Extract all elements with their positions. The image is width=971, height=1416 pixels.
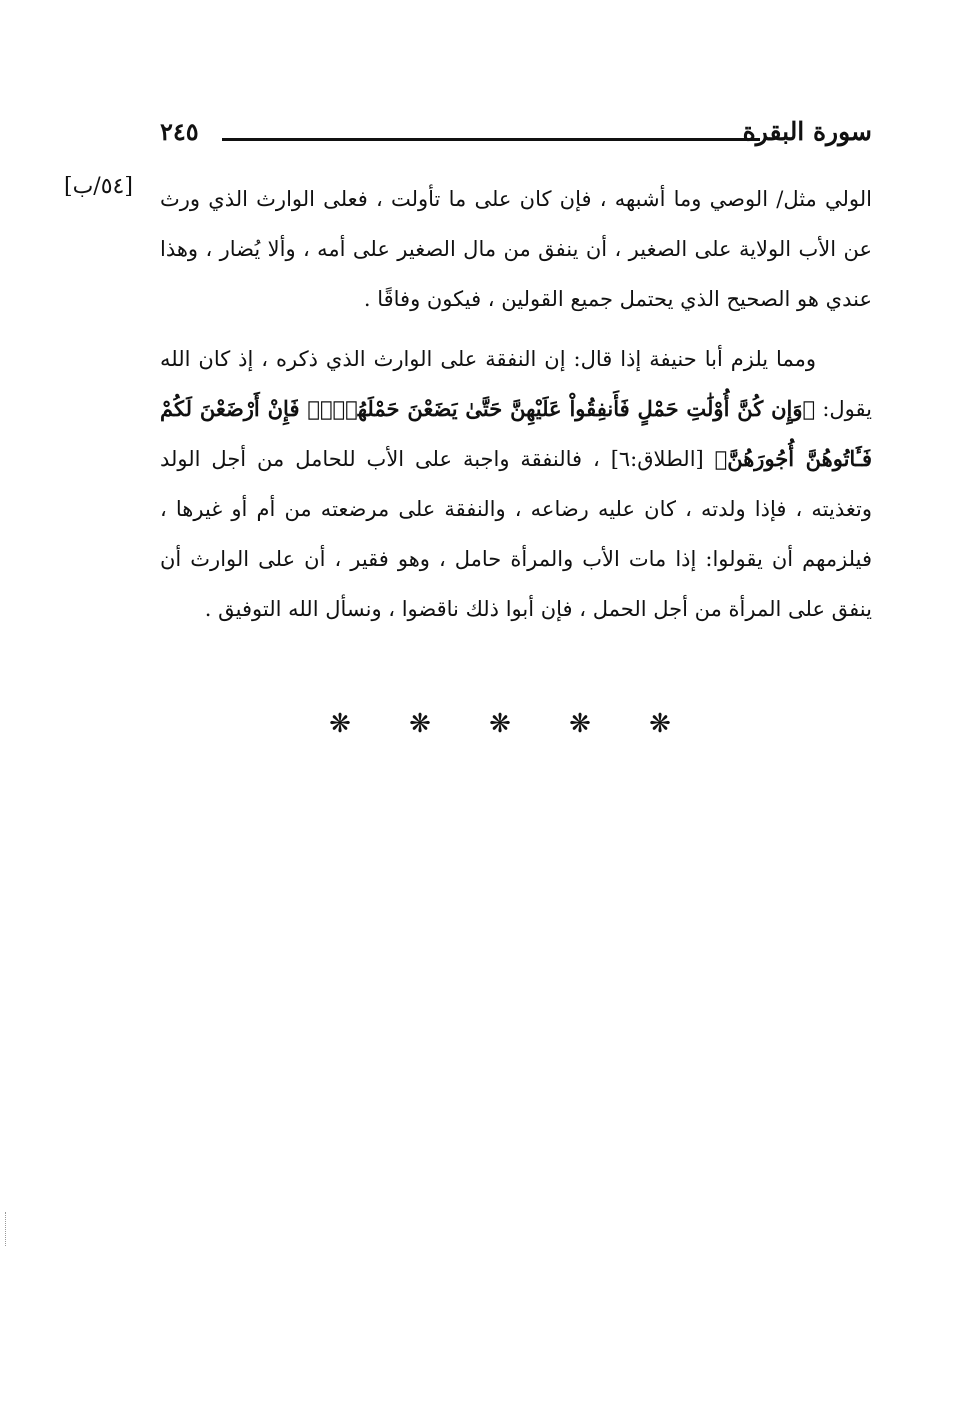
section-separator [320, 700, 680, 748]
paragraph-2 [160, 334, 872, 634]
manuscript-folio-reference: [٥٤/ب] [64, 174, 133, 199]
header-rule [222, 138, 760, 141]
running-header [160, 114, 872, 150]
separator-star-icon: ❋ [489, 709, 511, 739]
separator-star-icon: ❋ [329, 709, 351, 739]
surah-title: سورة البقرة [742, 117, 872, 146]
paragraph-2-continuation: [الطلاق:٦] ، فالنفقة واجبة على الأب للحامل من أجل الولد وتغذيته ، فإذا ولدته ، كان عليه رضاعه ، والنفقة على مرضعته من أم أو غيرها ، فيلزمهم أن يقولوا: إذا مات الأب والمرأة حامل ، وهو فقير ، أن على الوارث أن ينفق على المرأة من أجل الحمل ، فإن أبوا ذلك ناقضوا ، ونسأل الله التوفيق . [160, 447, 872, 621]
page-number: ٢٤٥ [160, 117, 199, 146]
paragraph-2-intro: ومما يلزم أبا حنيفة إذا قال: إن النفقة على الوارث الذي ذكره ، إذ كان الله يقول: [160, 347, 873, 421]
main-text [160, 174, 872, 634]
scan-artifact [5, 1212, 7, 1246]
paragraph-1: الولي مثل/ الوصي وما أشبهه ، فإن كان على ما تأولت ، فعلى الوارث الذي ورث عن الأب الولاية على الصغير ، أن ينفق من مال الصغير على أمه ، وألا يُضار ، وهذا عندي هو الصحيح الذي يحتمل جميع القولين ، فيكون وفاقًا . [160, 187, 872, 311]
separator-star-icon: ❋ [569, 709, 591, 739]
separator-star-icon: ❋ [649, 709, 671, 739]
quran-verse: ﴿وَإِن كُنَّ أُوْلَٰتِ حَمْلٍ فَأَنفِقُواْ عَلَيْهِنَّ حَتَّىٰ يَضَعْنَ حَمْلَهُنَّۚ فَإِنْ أَرْضَعْنَ لَكُمْ فَـَٔاتُوهُنَّ أُجُورَهُنَّ﴾ [160, 396, 872, 471]
separator-star-icon: ❋ [409, 709, 431, 739]
